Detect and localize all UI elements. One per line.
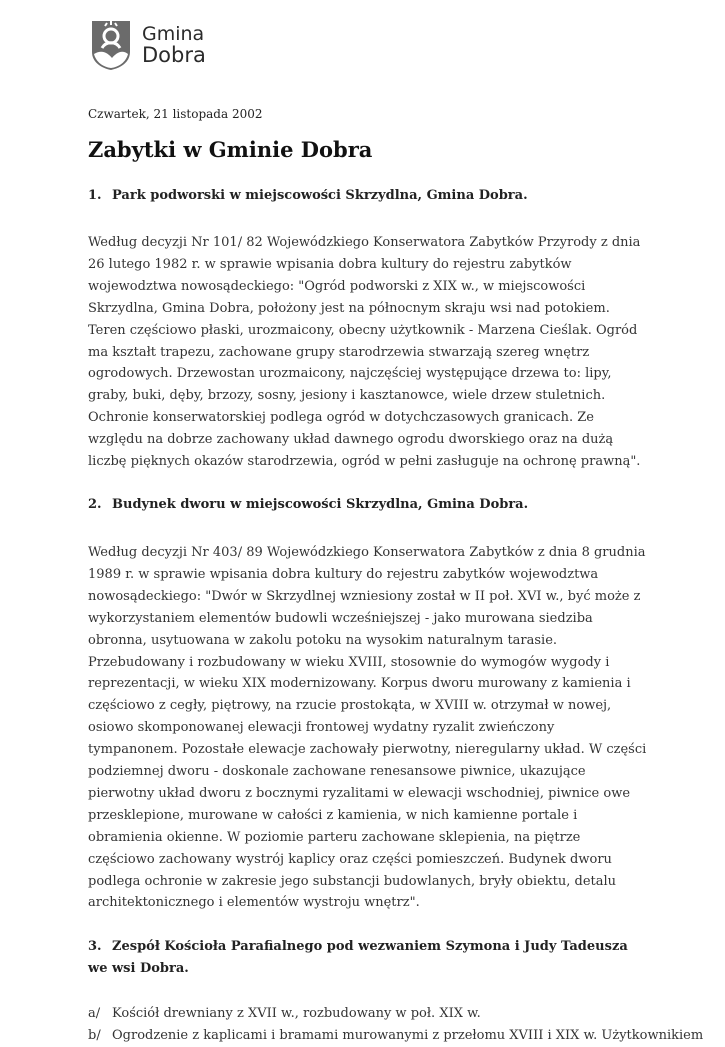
section-2-body: Według decyzji Nr 403/ 89 Wojewódzkiego Konserwatora Zabytków z dnia 8 grudnia 1989 r. w sprawie wpisania dobra kultury do rejestru zabytków wojewodztwa nowosądeckiego: "Dwór w Skrzydlnej wzniesiony został w II poł. XVI w., być może z wykorzystaniem elementów budowli wcześniejszej - jako murowana siedziba obronna, usytuowana w zakolu potoku na wysokim naturalnym tarasie. Przebudowany i rozbudowany w wieku XVIII, stosownie do wymogów wygody i reprezentacji, w wieku XIX modernizowany. Korpus dworu murowany z kamienia i częściowo z cegły, piętrowy, na rzucie prostokąta, w XVIII w. otrzymał w nowej, osiowo skomponowanej elewacji frontowej wydatny ryzalit zwieńczony tympanonem. Pozostałe elewacje zachowały pierwotny, nieregularny układ. W części podziemnej dworu - doskonale zachowane renesansowe piwnice, ukazujące pierwotny układ dworu z bocznymi ryzalitami w elewacji wschodniej, piwnice owe przesklepione, murowane w całości z kamienia, w nich kamienne portale i obramienia okienne. W poziomie parteru zachowane sklepienia, na piętrze częściowo zachowany wystrój kaplicy oraz części pomieszczeń. Budynek dworu podlega ochronie w zakresie jego substancji budowlanych, bryły obiektu, detalu architektonicznego i elementów wystroju wnętrz".: [88, 544, 647, 911]
list-item-marker: a/: [88, 1006, 101, 1022]
section-2-heading: Budynek dworu w miejscowości Skrzydlna, Gmina Dobra.: [112, 496, 529, 512]
list-item: [88, 1025, 704, 1047]
section-3-list: [88, 1003, 704, 1047]
section-1-title: [88, 185, 648, 207]
section-1-heading: Park podworski w miejscowości Skrzydlna, Gmina Dobra.: [112, 188, 528, 203]
list-item-marker: b/: [88, 1028, 101, 1044]
section-1-number: 1.: [88, 188, 102, 203]
list-item: [88, 1003, 648, 1025]
list-item-text: Kościół drewniany z XVII w., rozbudowany w poł. XIX w.: [112, 1006, 481, 1022]
logo-line-2: Dobra: [142, 43, 206, 67]
article-title: Zabytki w Gminie Dobra: [88, 137, 373, 162]
article: [88, 104, 704, 1047]
section-3-number: 3.: [88, 939, 102, 955]
gmina-dobra-crest-icon: [88, 18, 134, 72]
section-1-body: Według decyzji Nr 101/ 82 Wojewódzkiego Konserwatora Zabytków Przyrody z dnia 26 lutego 1982 r. w sprawie wpisania dobra kultury do rejestru zabytków wojewodztwa nowosądeckiego: "Ogród podworski z XIX w., w miejscowości Skrzydlna, Gmina Dobra, położony jest na północnym skraju wsi nad potokiem. Teren częściowo płaski, urozmaicony, obecny użytkownik - Marzena Cieślak. Ogród ma kształt trapezu, zachowane grupy starodrzewia stwarzają szereg wnętrz ogrodowych. Drzewostan urozmaicony, najczęściej występujące drzewa to: lipy, graby, buki, dęby, brzozy, sosny, jesiony i kasztanowce, wiele drzew stuletnich. Ochronie konserwatorskiej podlega ogród w dotychczasowych granicach. Ze względu na dobrze zachowany układ dawnego ogrodu dworskiego oraz na dużą liczbę pięknych okazów starodrzewia, ogród w pełni zasługuje na ochronę prawną".: [88, 235, 641, 470]
list-item-text: Ogrodzenie z kaplicami i bramami murowanymi z przełomu XVIII i XIX w. Użytkownikiem: [112, 1028, 704, 1044]
section-2-number: 2.: [88, 496, 102, 512]
section-3-heading: Zespół Kościoła Parafialnego pod wezwaniem Szymona i Judy Tadeusza we wsi Dobra.: [88, 939, 628, 977]
site-logo[interactable]: [88, 18, 206, 72]
section-2-title: [88, 494, 648, 516]
section-3-title: [88, 936, 648, 980]
logo-wordmark: [142, 24, 206, 66]
logo-line-1: Gmina: [142, 23, 205, 45]
article-date: Czwartek, 21 listopada 2002: [88, 107, 263, 121]
